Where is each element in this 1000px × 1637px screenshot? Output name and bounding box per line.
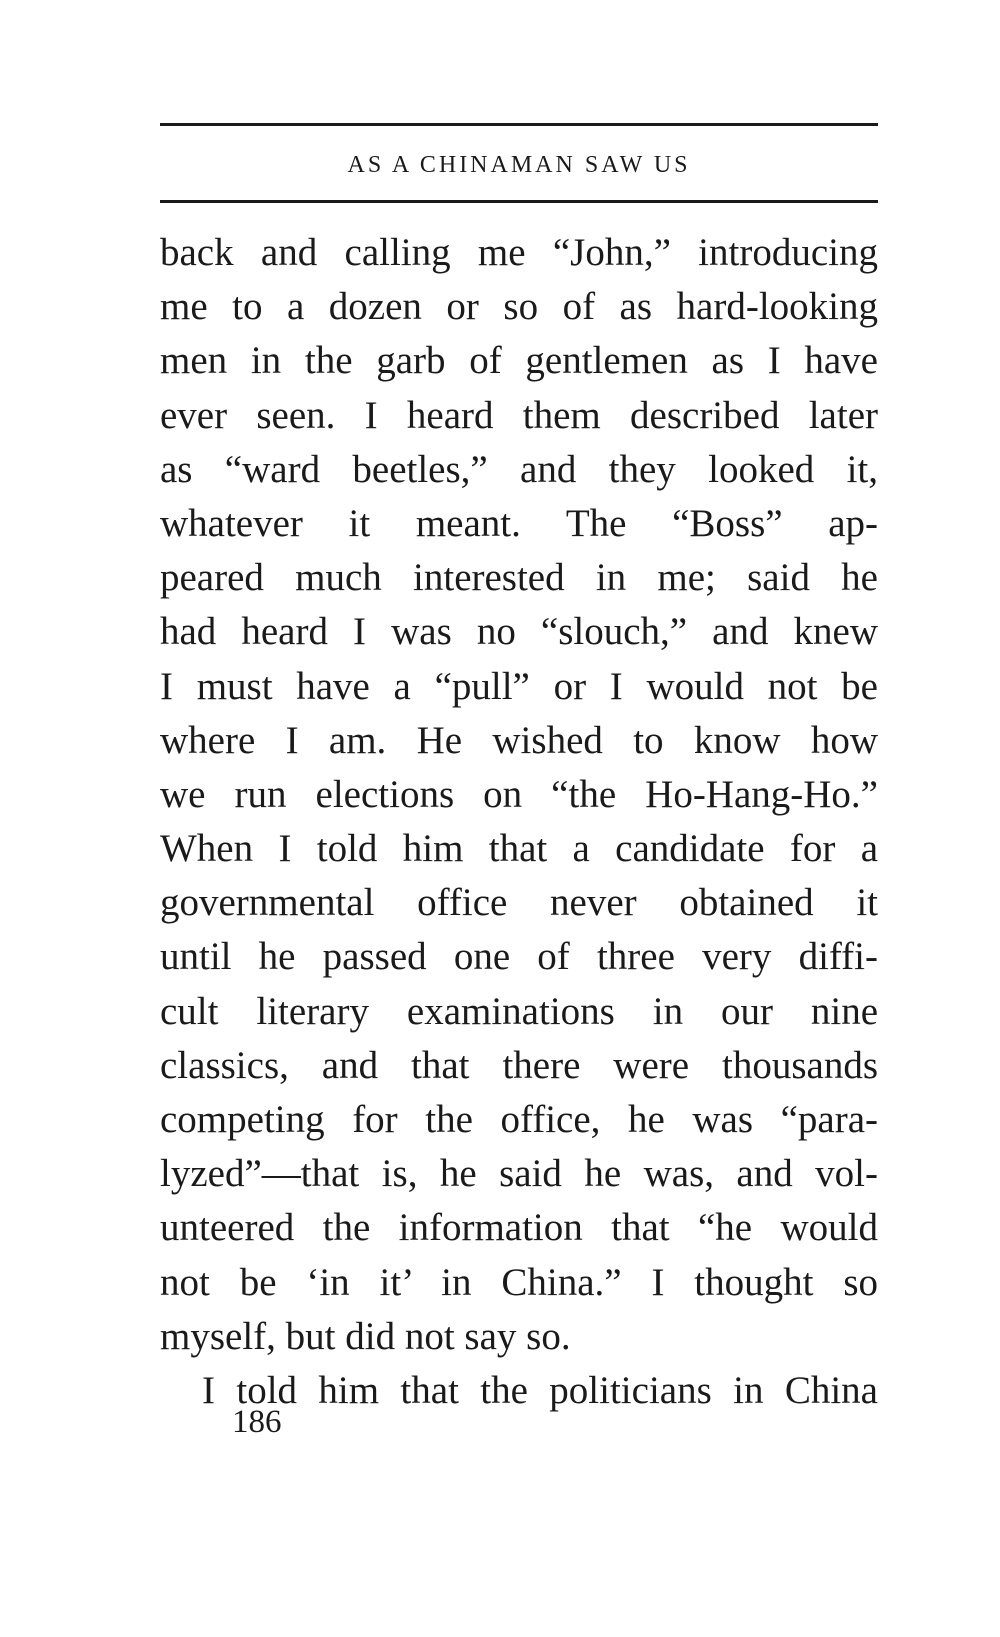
text-line: as “ward beetles,” and they looked it, — [160, 447, 878, 491]
text-line: not be ‘in it’ in China.” I thought so — [160, 1260, 878, 1304]
header-rule-bottom — [160, 200, 878, 203]
text-line: whatever it meant. The “Boss” ap- — [160, 501, 878, 545]
running-head: AS A CHINAMAN SAW US — [347, 152, 691, 178]
text-line: back and calling me “John,” introducing — [160, 231, 878, 274]
paragraph-start-line: I told him that the politicians in China — [202, 1368, 878, 1412]
page-number: 186 — [232, 1404, 282, 1440]
body-text — [160, 226, 878, 1418]
text-line: had heard I was no “slouch,” and knew — [160, 610, 878, 654]
text-line: governmental office never obtained it — [160, 881, 878, 925]
text-line: When I told him that a candidate for a — [160, 827, 878, 871]
text-line: competing for the office, he was “para- — [160, 1098, 878, 1141]
text-line: unteered the information that “he would — [160, 1206, 878, 1250]
text-line: we run elections on “the Ho-Hang-Ho.” — [160, 772, 878, 816]
text-line: men in the garb of gentlemen as I have — [160, 339, 878, 383]
text-line: lyzed”—that is, he said he was, and vol- — [160, 1152, 878, 1196]
text-line: ever seen. I heard them described later — [160, 393, 878, 437]
text-line: myself, but did not say so. — [160, 1314, 571, 1358]
text-line: peared much interested in me; said he — [160, 556, 878, 600]
text-line: until he passed one of three very diffi- — [160, 935, 878, 979]
text-line: I must have a “pull” or I would not be — [160, 664, 878, 708]
text-line: where I am. He wished to know how — [160, 718, 878, 762]
text-line: cult literary examinations in our nine — [160, 989, 878, 1033]
text-line: classics, and that there were thousands — [160, 1043, 878, 1087]
text-line: me to a dozen or so of as hard-looking — [160, 285, 878, 329]
header-rule-top — [160, 123, 878, 126]
